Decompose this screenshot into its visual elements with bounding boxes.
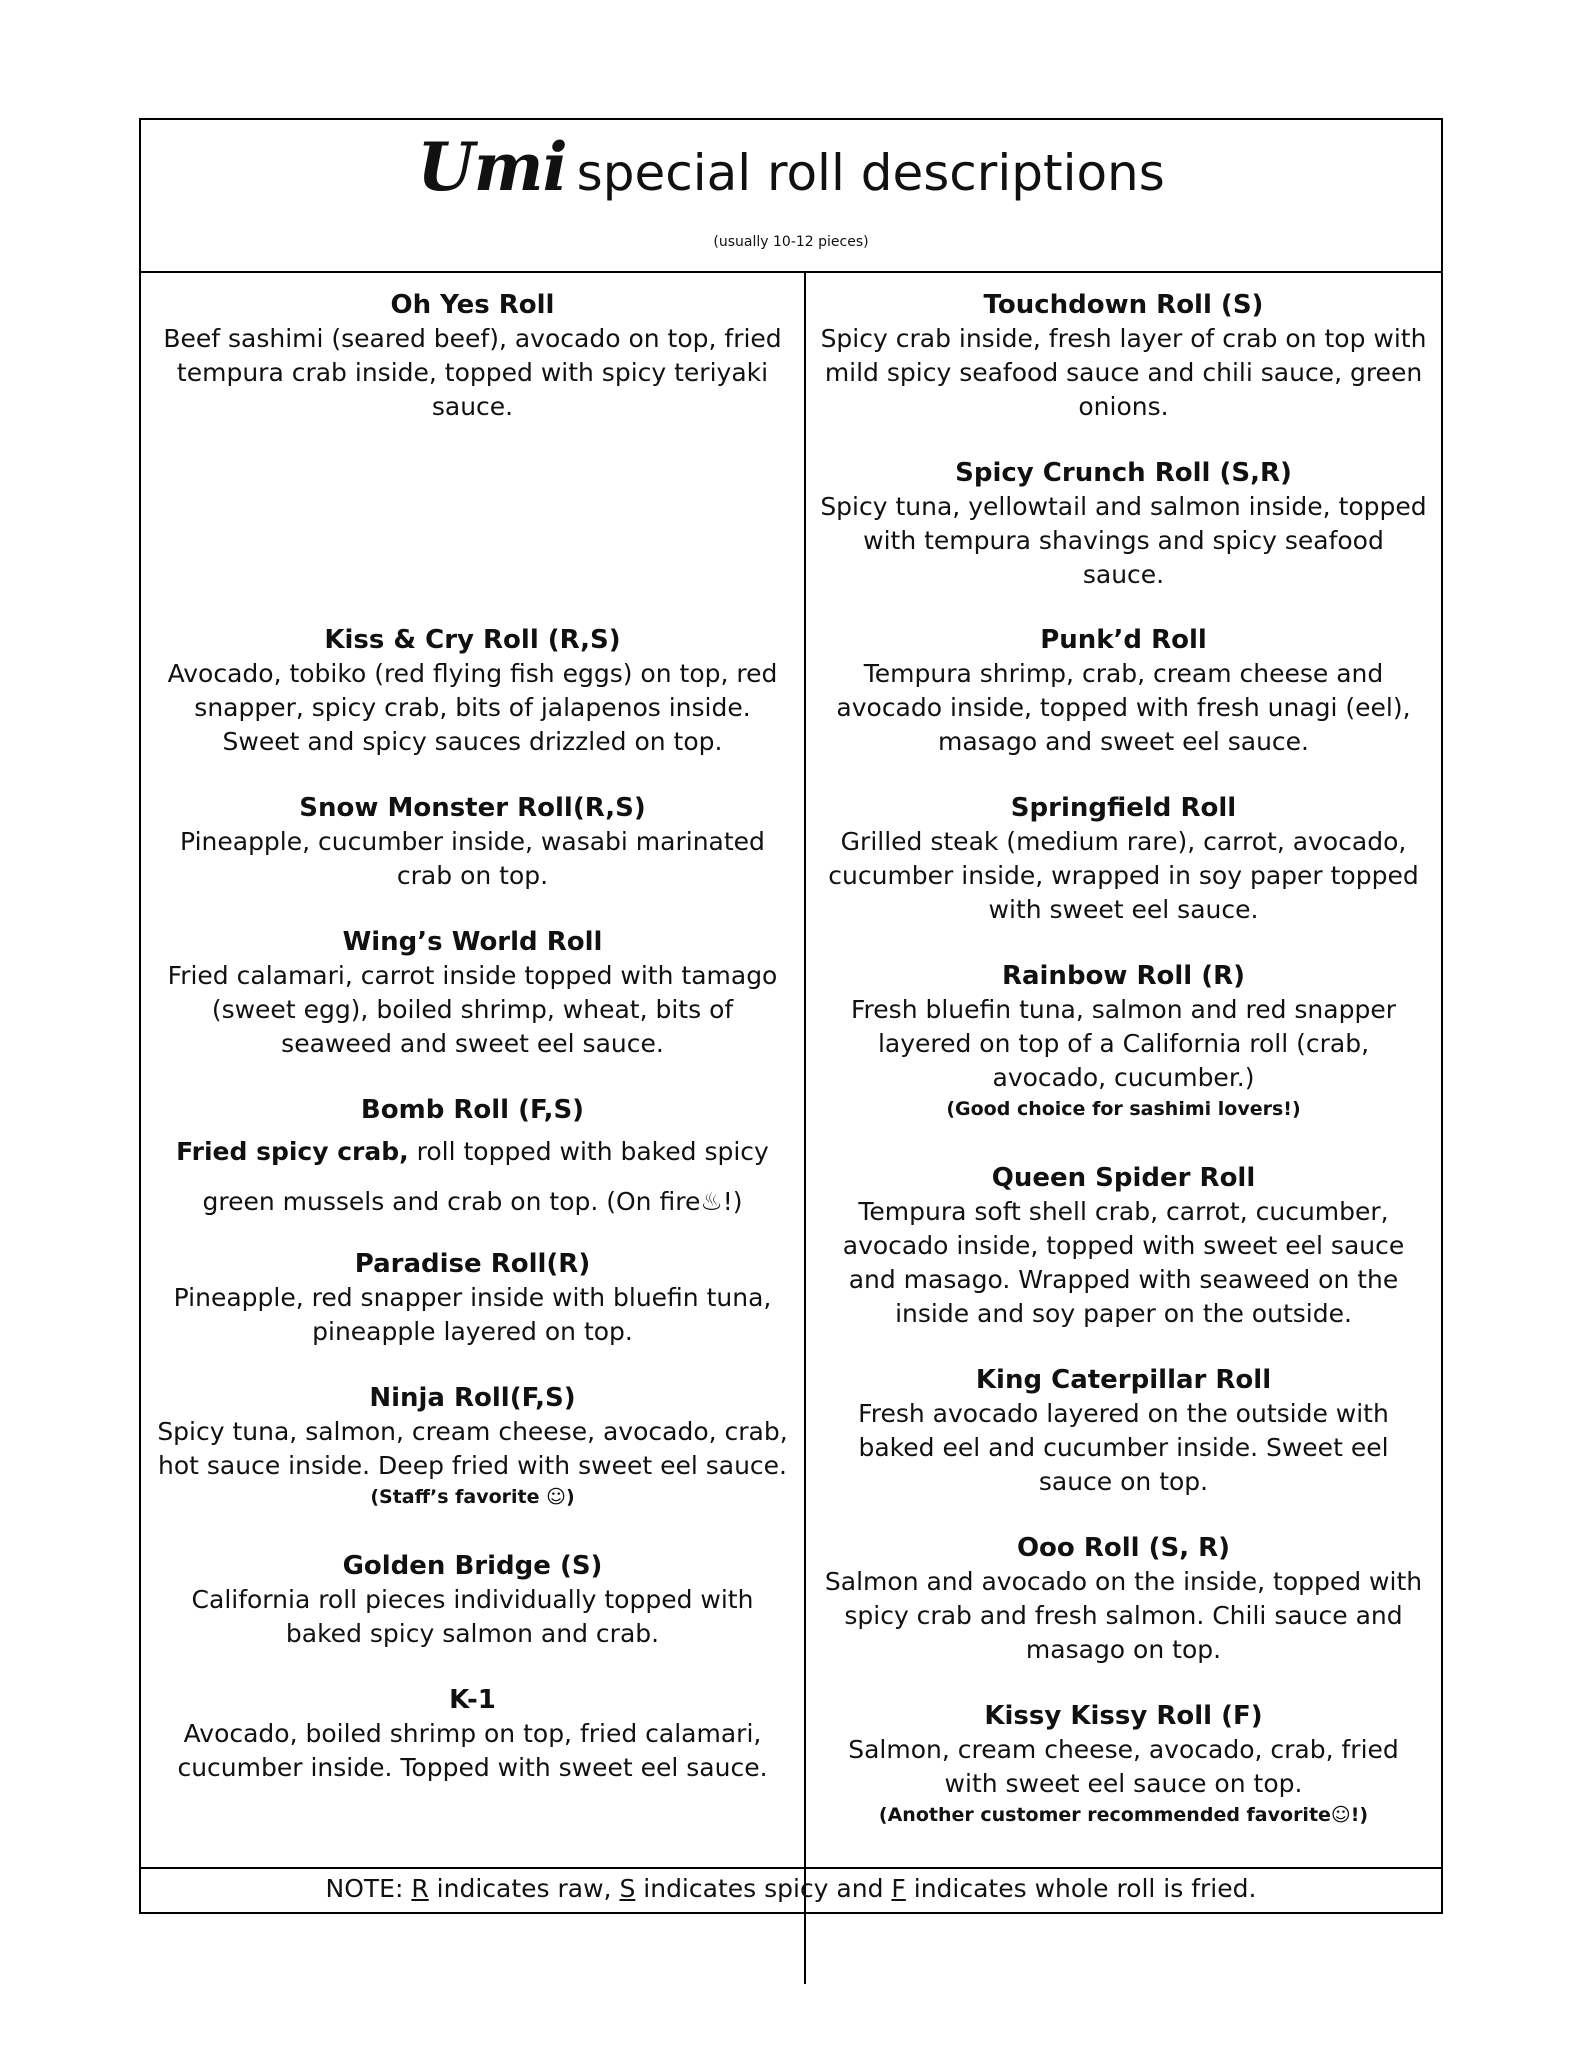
- roll-item: [820, 791, 1427, 927]
- roll-item: [820, 1161, 1427, 1331]
- roll-description: Salmon and avocado on the inside, topped with spicy crab and fresh salmon. Chili sauce and masago on top.: [824, 1567, 1423, 1664]
- fried-code: F: [891, 1874, 906, 1903]
- roll-description: Pineapple, red snapper inside with bluefin tuna, pineapple layered on top.: [173, 1283, 772, 1346]
- menu-frame: [139, 118, 1443, 1914]
- roll-name: Kissy Kissy Roll (F): [984, 1701, 1263, 1731]
- roll-name: Paradise Roll(R): [354, 1249, 591, 1279]
- roll-name: Oh Yes Roll: [390, 290, 555, 320]
- roll-description: [155, 1127, 790, 1227]
- roll-name: K-1: [449, 1685, 496, 1715]
- legend-note: [141, 1867, 1441, 1912]
- roll-name: Snow Monster Roll(R,S): [299, 793, 646, 823]
- note-prefix: NOTE:: [325, 1874, 412, 1903]
- brand-logo: Umi: [417, 128, 567, 206]
- roll-note: (Good choice for sashimi lovers!): [946, 1098, 1301, 1120]
- roll-item: [820, 959, 1427, 1123]
- roll-description: Beef sashimi (seared beef), avocado on top, fried tempura crab inside, topped with spicy teriyaki sauce.: [163, 324, 782, 421]
- roll-description: Spicy tuna, salmon, cream cheese, avocado, crab, hot sauce inside. Deep fried with sweet eel sauce.: [157, 1417, 788, 1480]
- roll-item: [155, 925, 790, 1061]
- roll-name: Touchdown Roll (S): [983, 290, 1264, 320]
- roll-name: Golden Bridge (S): [342, 1551, 603, 1581]
- roll-name: Springfield Roll: [1010, 793, 1237, 823]
- roll-note: (Staff’s favorite ☺): [370, 1486, 575, 1508]
- fried-text: indicates whole roll is fried.: [905, 1874, 1257, 1903]
- spicy-text: indicates spicy and: [635, 1874, 892, 1903]
- roll-item: [820, 1363, 1427, 1499]
- roll-item: [155, 623, 790, 759]
- roll-item: [155, 791, 790, 893]
- menu-header: [141, 120, 1441, 273]
- roll-description-bold: Fried spicy crab,: [176, 1137, 409, 1166]
- raw-text: indicates raw,: [428, 1874, 620, 1903]
- roll-name: Bomb Roll (F,S): [360, 1095, 585, 1125]
- roll-description: California roll pieces individually topped with baked spicy salmon and crab.: [191, 1585, 754, 1648]
- roll-description: Avocado, tobiko (red flying fish eggs) on top, red snapper, spicy crab, bits of jalapenos inside. Sweet and spicy sauces drizzled on top.: [167, 659, 778, 756]
- roll-description: Tempura soft shell crab, carrot, cucumber, avocado inside, topped with sweet eel sauce and masago. Wrapped with seaweed on the inside and soy paper on the outside.: [842, 1197, 1405, 1328]
- roll-name: Rainbow Roll (R): [1001, 961, 1246, 991]
- left-column: [141, 273, 806, 1984]
- spicy-code: S: [619, 1874, 636, 1903]
- roll-item: [820, 1699, 1427, 1829]
- roll-name: Ooo Roll (S, R): [1016, 1533, 1231, 1563]
- roll-name: Ninja Roll(F,S): [369, 1383, 576, 1413]
- roll-item: [155, 1683, 790, 1785]
- roll-item: [820, 623, 1427, 759]
- roll-item: [155, 1247, 790, 1349]
- roll-name: Wing’s World Roll: [342, 927, 603, 957]
- subtitle: (usually 10-12 pieces): [713, 234, 869, 250]
- roll-description: Salmon, cream cheese, avocado, crab, fried with sweet eel sauce on top.: [848, 1735, 1399, 1798]
- roll-name: Kiss & Cry Roll (R,S): [324, 625, 621, 655]
- roll-item: [820, 456, 1427, 592]
- roll-description: Fresh bluefin tuna, salmon and red snapper layered on top of a California roll (crab, avocado, cucumber.): [851, 995, 1396, 1092]
- roll-item: [155, 288, 790, 424]
- roll-item: [155, 1549, 790, 1651]
- roll-description: Fresh avocado layered on the outside with baked eel and cucumber inside. Sweet eel sauce on top.: [858, 1399, 1389, 1496]
- page-title: special roll descriptions: [576, 144, 1165, 202]
- roll-name: Queen Spider Roll: [991, 1163, 1256, 1193]
- roll-description: Spicy crab inside, fresh layer of crab on top with mild spicy seafood sauce and chili sauce, green onions.: [820, 324, 1427, 421]
- right-column: [806, 273, 1441, 1984]
- roll-description: Grilled steak (medium rare), carrot, avocado, cucumber inside, wrapped in soy paper topped with sweet eel sauce.: [828, 827, 1419, 924]
- roll-description: Fried calamari, carrot inside topped with tamago (sweet egg), boiled shrimp, wheat, bits of seaweed and sweet eel sauce.: [167, 961, 778, 1058]
- roll-item: [155, 1093, 790, 1227]
- roll-description: Pineapple, cucumber inside, wasabi marinated crab on top.: [180, 827, 765, 890]
- roll-item: [820, 288, 1427, 424]
- roll-name: Spicy Crunch Roll (S,R): [955, 458, 1292, 488]
- roll-name: King Caterpillar Roll: [975, 1365, 1272, 1395]
- roll-item: [820, 1531, 1427, 1667]
- roll-description: Spicy tuna, yellowtail and salmon inside, topped with tempura shavings and spicy seafood sauce.: [820, 492, 1427, 589]
- roll-description-rest: roll topped with baked spicy green mussels and crab on top. (On fire♨!): [202, 1137, 769, 1216]
- roll-note: (Another customer recommended favorite☺!): [878, 1804, 1369, 1826]
- roll-name: Punk’d Roll: [1040, 625, 1207, 655]
- roll-item: [155, 1381, 790, 1511]
- roll-description: Tempura shrimp, crab, cream cheese and avocado inside, topped with fresh unagi (eel), masago and sweet eel sauce.: [836, 659, 1411, 756]
- raw-code: R: [411, 1874, 429, 1903]
- title-row: [141, 128, 1441, 206]
- roll-description: Avocado, boiled shrimp on top, fried calamari, cucumber inside. Topped with sweet eel sauce.: [177, 1719, 768, 1782]
